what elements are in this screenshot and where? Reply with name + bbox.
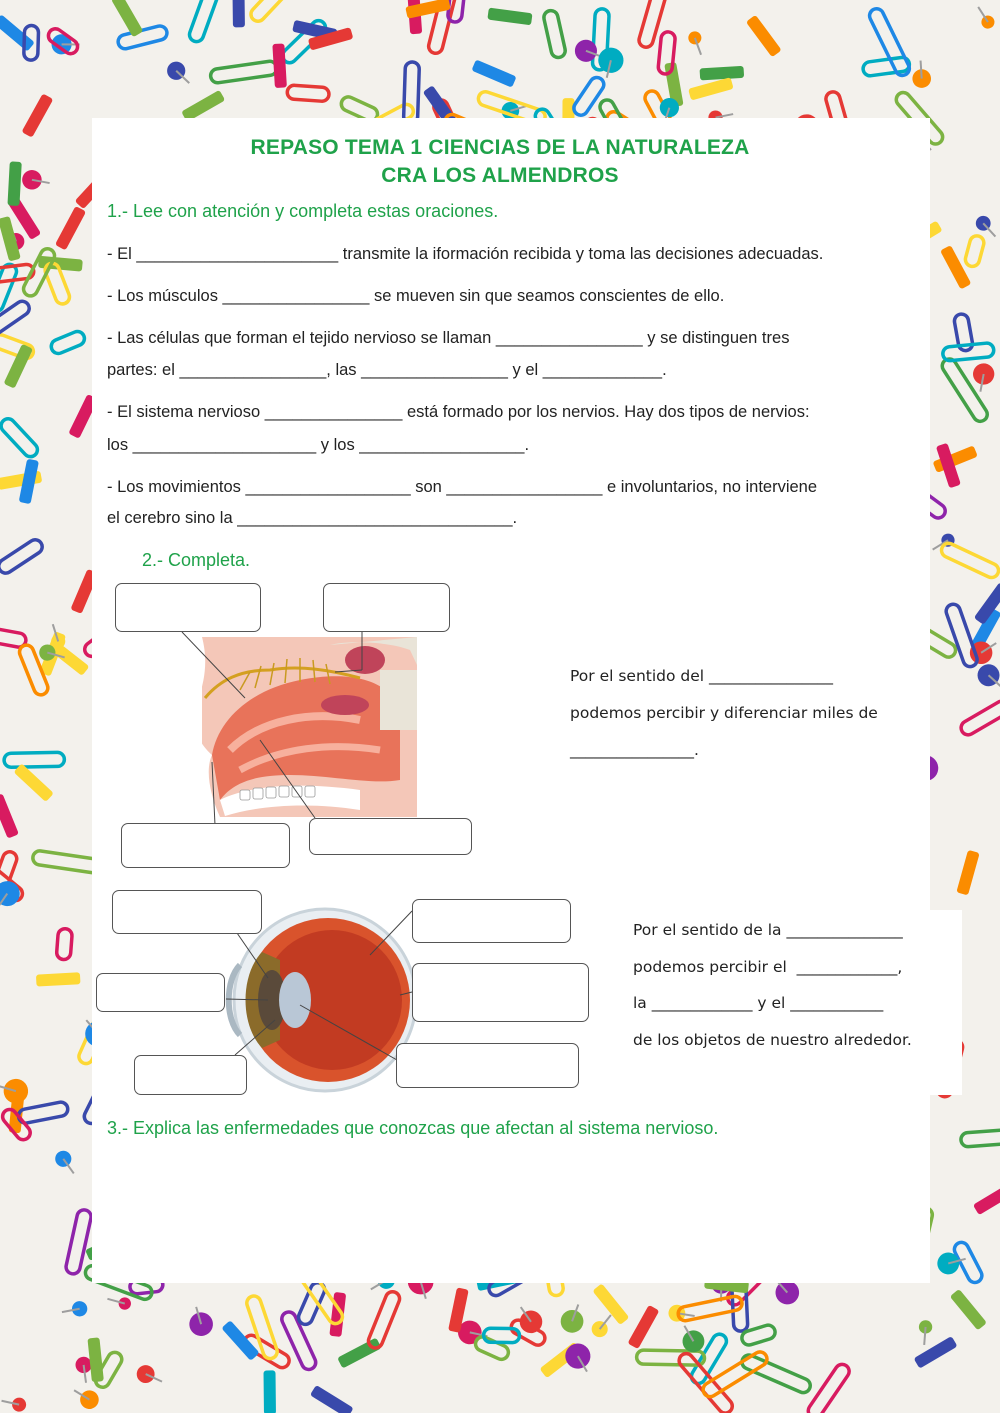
sentence-line-4[interactable]: partes: el ________________, las ________________ y el _____________. — [107, 361, 667, 379]
nose-label-box-3[interactable] — [121, 823, 290, 868]
eye-label-box-5[interactable] — [412, 963, 589, 1022]
sentence-line-1[interactable]: - El ______________________ transmite la iformación recibida y toma las decisiones adecuadas. — [107, 245, 824, 263]
nose-label-box-1[interactable] — [115, 583, 261, 632]
eye-label-box-3[interactable] — [134, 1055, 247, 1095]
smell-text-line-1[interactable]: Por el sentido del ________________ — [570, 667, 834, 685]
sight-text-line-2[interactable]: podemos percibir el _____________, — [633, 958, 903, 976]
nose-label-box-4[interactable] — [309, 818, 472, 855]
sentence-line-2[interactable]: - Los músculos ________________ se mueven sin que seamos conscientes de ello. — [107, 287, 725, 305]
eye-label-box-6[interactable] — [396, 1043, 579, 1088]
sight-text-line-3[interactable]: la _____________ y el ____________ — [633, 994, 884, 1012]
eye-label-box-4[interactable] — [412, 899, 571, 943]
title-line-2: CRA LOS ALMENDROS — [381, 164, 619, 187]
nose-label-box-2[interactable] — [323, 583, 450, 632]
eye-label-box-2[interactable] — [96, 973, 225, 1012]
title-line-1: REPASO TEMA 1 CIENCIAS DE LA NATURALEZA — [250, 136, 750, 159]
section1-heading: 1.- Lee con atención y completa estas oraciones. — [107, 201, 499, 221]
eye-label-box-1[interactable] — [112, 890, 262, 934]
sentence-line-8[interactable]: el cerebro sino la ______________________________. — [107, 509, 518, 527]
section3-heading: 3.- Explica las enfermedades que conozcas que afectan al sistema nervioso. — [107, 1118, 719, 1138]
sight-text-line-1[interactable]: Por el sentido de la _______________ — [633, 921, 903, 939]
sentence-line-3[interactable]: - Las células que forman el tejido nervioso se llaman ________________ y se distinguen tres — [107, 329, 790, 347]
section2-heading: 2.- Completa. — [142, 550, 251, 570]
sight-text-line-4: de los objetos de nuestro alrededor. — [633, 1031, 912, 1049]
smell-text-line-2: podemos percibir y diferenciar miles de — [570, 704, 878, 722]
sentence-line-5[interactable]: - El sistema nervioso _______________ está formado por los nervios. Hay dos tipos de nervios: — [107, 403, 810, 421]
sentence-line-6[interactable]: los ____________________ y los __________________. — [107, 436, 530, 454]
sentence-line-7[interactable]: - Los movimientos __________________ son _________________ e involuntarios, no interviene — [107, 478, 818, 496]
smell-text-line-3[interactable]: ________________. — [570, 741, 699, 759]
